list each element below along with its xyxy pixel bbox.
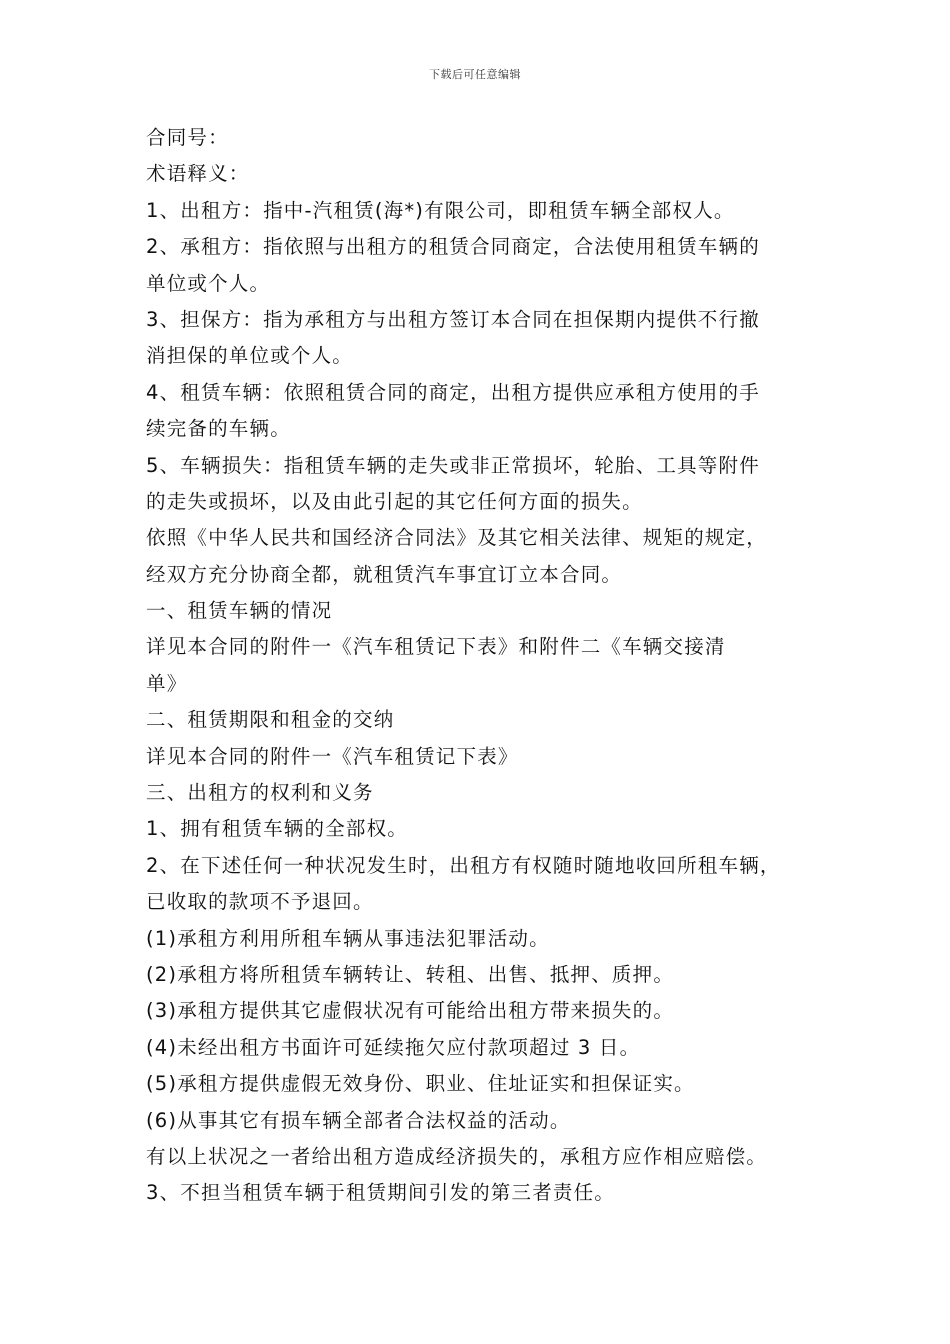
page-header: 下载后可任意编辑 (429, 68, 521, 81)
sub-clause-4: (4)未经出租方书面许可延续拖欠应付款项超过 3 日。 (146, 1035, 641, 1059)
term-guarantor-cont: 消担保的单位或个人。 (146, 344, 354, 368)
term-loss-cont: 的走失或损坏，以及由此引起的其它任何方面的损失。 (146, 489, 643, 513)
section-1-body: 详见本合同的附件一《汽车租赁记下表》和附件二《车辆交接清 (146, 635, 726, 659)
preamble: 依照《中华人民共和国经济合同法》及其它相关法律、规矩的规定， (146, 526, 768, 550)
term-vehicle-cont: 续完备的车辆。 (146, 417, 291, 441)
section-2-heading: 二、租赁期限和租金的交纳 (146, 708, 395, 732)
clause-3-1: 1、拥有租赁车辆的全部权。 (146, 817, 409, 841)
term-lessee-cont: 单位或个人。 (146, 271, 271, 295)
sub-clause-3: (3)承租方提供其它虚假状况有可能给出租方带来损失的。 (146, 999, 675, 1023)
document-body (146, 120, 826, 1212)
section-2-body: 详见本合同的附件一《汽车租赁记下表》 (146, 744, 519, 768)
term-lessor: 1、出租方：指中-汽租赁(海*)有限公司，即租赁车辆全部权人。 (146, 198, 735, 222)
term-vehicle: 4、租赁车辆：依照租赁合同的商定，出租方提供应承租方使用的手 (146, 380, 760, 404)
terms-heading: 术语释义： (146, 162, 250, 186)
section-1-heading: 一、租赁车辆的情况 (146, 599, 333, 623)
term-loss: 5、车辆损失：指租赁车辆的走失或非正常损坏，轮胎、工具等附件 (146, 453, 760, 477)
contract-number-label: 合同号： (146, 126, 229, 149)
clause-3-2: 2、在下述任何一种状况发生时，出租方有权随时随地收回所租车辆， (146, 853, 781, 877)
preamble-cont: 经双方充分协商全都，就租赁汽车事宜订立本合同。 (146, 562, 623, 586)
sub-clause-6: (6)从事其它有损车辆全部者合法权益的活动。 (146, 1108, 571, 1132)
clause-3-2-cont: 已收取的款项不予退回。 (146, 890, 374, 914)
sub-clause-2: (2)承租方将所租赁车辆转让、转租、出售、抵押、质押。 (146, 962, 675, 986)
sub-clause-1: (1)承租方利用所租车辆从事违法犯罪活动。 (146, 926, 550, 950)
compensation-clause: 有以上状况之一者给出租方造成经济损失的，承租方应作相应赔偿。 (146, 1144, 768, 1168)
clause-3-3: 3、不担当租赁车辆于租赁期间引发的第三者责任。 (146, 1181, 616, 1205)
sub-clause-5: (5)承租方提供虚假无效身份、职业、住址证实和担保证实。 (146, 1072, 695, 1096)
term-guarantor: 3、担保方：指为承租方与出租方签订本合同在担保期内提供不行撤 (146, 307, 760, 331)
section-3-heading: 三、出租方的权利和义务 (146, 781, 374, 805)
section-1-body-cont: 单》 (146, 671, 188, 695)
term-lessee: 2、承租方：指依照与出租方的租赁合同商定，合法使用租赁车辆的 (146, 235, 760, 259)
